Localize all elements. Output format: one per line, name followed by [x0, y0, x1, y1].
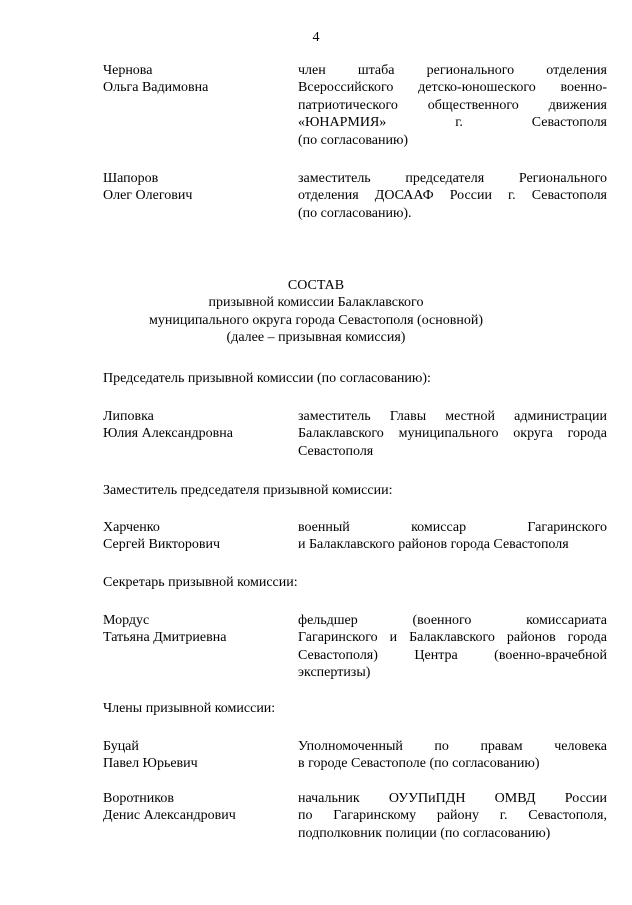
given-name: Сергей Викторович	[103, 537, 221, 553]
surname: Буцай	[103, 739, 139, 754]
person-name	[103, 790, 293, 825]
given-name: Ольга Вадимовна	[103, 80, 209, 96]
position-description	[298, 170, 607, 222]
surname: Воротников	[103, 791, 174, 806]
role-line: (по согласованию).	[298, 205, 412, 221]
given-name: Татьяна Дмитриевна	[103, 630, 227, 646]
role-line: экспертизы)	[298, 665, 371, 681]
position-description	[298, 790, 607, 842]
person-name	[103, 408, 293, 443]
position-description	[298, 738, 607, 773]
role-line: Балаклавского муниципального округа города	[298, 426, 607, 442]
role-line: по Гагаринскому району г. Севастополя,	[298, 808, 607, 824]
section-label-secretary: Секретарь призывной комиссии:	[103, 575, 298, 590]
heading-title: СОСТАВ	[287, 278, 345, 293]
surname: Липовка	[103, 409, 154, 424]
role-line: в городе Севастополе (по согласованию)	[298, 756, 540, 772]
section-label-chairman: Председатель призывной комиссии (по согласованию):	[103, 371, 431, 386]
role-line: Уполномоченный по правам человека	[298, 739, 607, 754]
surname: Чернова	[103, 63, 153, 78]
position-description	[298, 62, 607, 149]
role-line: отделения ДОСААФ России г. Севастополя	[298, 188, 607, 204]
role-line: военный комиссар Гагаринского	[298, 520, 607, 535]
role-line: фельдшер (военного комиссариата	[298, 613, 607, 628]
role-line: и Балаклавского районов города Севастополя	[298, 537, 569, 553]
person-name	[103, 170, 293, 205]
surname: Мордус	[103, 613, 150, 628]
person-name	[103, 62, 293, 97]
role-line: Гагаринского и Балаклавского районов города	[298, 630, 607, 646]
role-line: Севастополя) Центра (военно-врачебной	[298, 647, 607, 663]
given-name: Павел Юрьевич	[103, 756, 198, 772]
heading-line: (далее – призывная комиссия)	[226, 330, 406, 346]
person-name	[103, 738, 293, 773]
role-line: «ЮНАРМИЯ» г. Севастополя	[298, 115, 607, 131]
role-line: член штаба регионального отделения	[298, 63, 607, 78]
given-name: Юлия Александровна	[103, 426, 233, 442]
position-description	[298, 519, 607, 554]
section-label-members: Члены призывной комиссии:	[103, 701, 276, 716]
page-number: 4	[312, 30, 320, 45]
role-line: заместитель Главы местной администрации	[298, 409, 607, 424]
surname: Харченко	[103, 520, 160, 535]
role-line: (по согласованию)	[298, 132, 409, 148]
role-line: патриотического общественного движения	[298, 97, 607, 113]
person-name	[103, 612, 293, 647]
role-line: Всероссийского детско-юношеского военно-	[298, 80, 607, 96]
commission-heading	[0, 277, 632, 347]
section-label-deputy: Заместитель председателя призывной комиссии:	[103, 483, 393, 498]
given-name: Денис Александрович	[103, 808, 236, 824]
surname: Шапоров	[103, 171, 159, 186]
role-line: заместитель председателя Регионального	[298, 171, 607, 186]
position-description	[298, 612, 607, 682]
person-name	[103, 519, 293, 554]
role-line: Севастополя	[298, 443, 374, 459]
heading-line: муниципального округа города Севастополя (основной)	[148, 312, 484, 328]
role-line: начальник ОУУПиПДН ОМВД России	[298, 791, 607, 806]
heading-line: призывной комиссии Балаклавского	[208, 295, 424, 311]
role-line: подполковник полиции (по согласованию)	[298, 825, 551, 841]
given-name: Олег Олегович	[103, 188, 193, 204]
position-description	[298, 408, 607, 460]
